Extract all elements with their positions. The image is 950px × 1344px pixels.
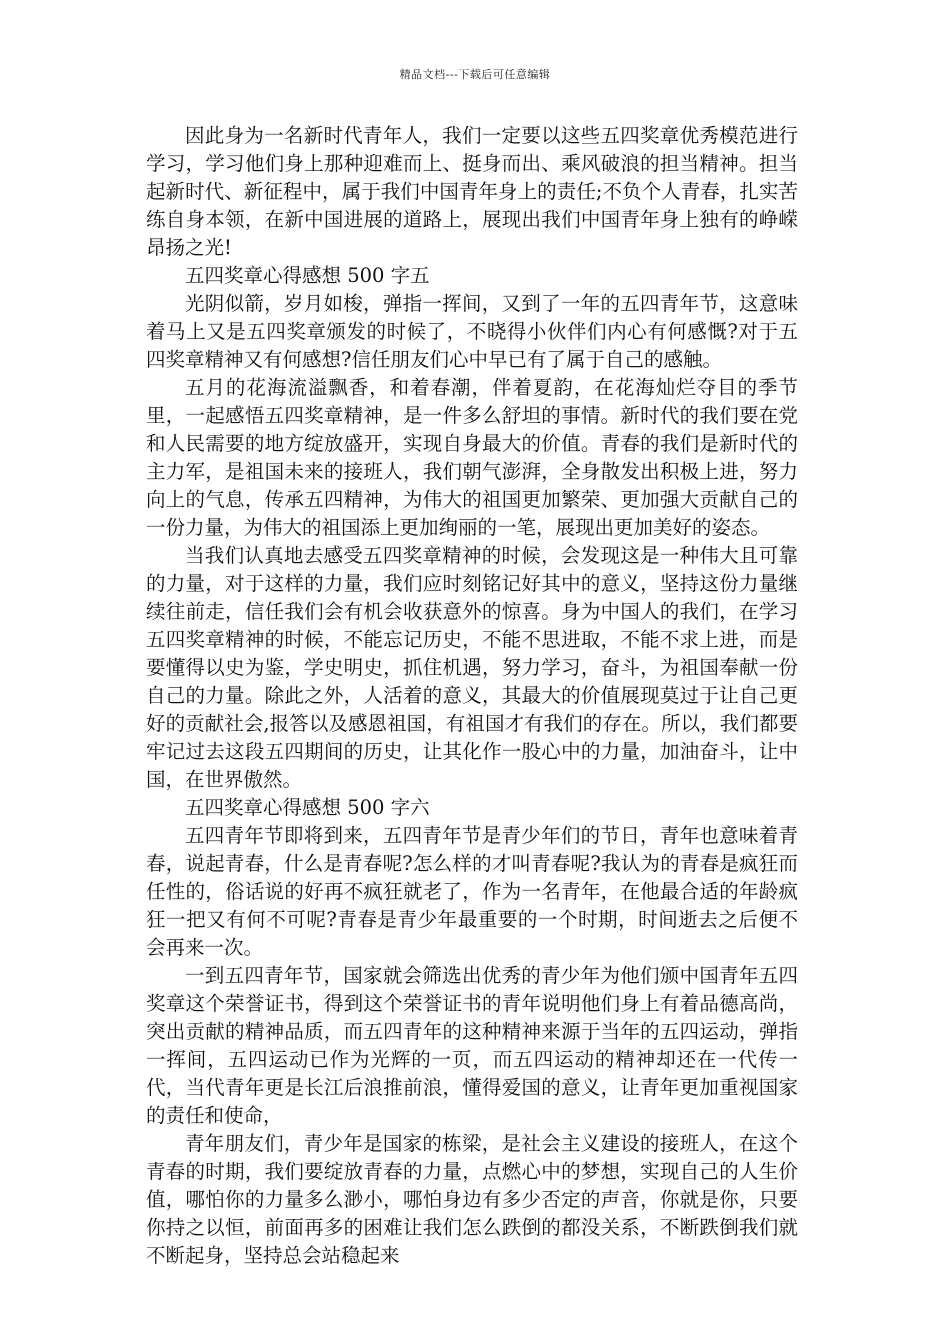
paragraph: 因此身为一名新时代青年人，我们一定要以这些五四奖章优秀模范进行学习，学习他们身上那种迎难而上、挺身而出、乘风破浪的担当精神。担当起新时代、新征程中，属于我们中国青年身上的责任;不负个人青春，扎实苦练自身本领，在新中国进展的道路上，展现出我们中国青年身上独有的峥嵘昂扬之光! <box>146 124 798 259</box>
paragraph: 青年朋友们，青少年是国家的栋梁，是社会主义建设的接班人，在这个青春的时期，我们要绽放青春的力量，点燃心中的梦想，实现自己的人生价值，哪怕你的力量多么渺小，哪怕身边有多少否定的声音，你就是你，只要你持之以恒，前面再多的困难让我们怎么跌倒的都没关系，不断跌倒我们就不断起身，坚持总会站稳起来 <box>146 1132 798 1267</box>
section-title: 五四奖章心得感想 500 字五 <box>185 264 430 287</box>
section-title: 五四奖章心得感想 500 字六 <box>185 796 430 819</box>
paragraph: 五四青年节即将到来，五四青年节是青少年们的节日，青年也意味着青春，说起青春，什么是青春呢?怎么样的才叫青春呢?我认为的青春是疯狂而任性的，俗话说的好再不疯狂就老了，作为一名青年，在他最合适的年龄疯狂一把又有何不可呢?青春是青少年最重要的一个时期，时间逝去之后便不会再来一次。 <box>146 824 798 959</box>
document-body <box>146 122 798 1270</box>
paragraph: 一到五四青年节，国家就会筛选出优秀的青少年为他们颁中国青年五四奖章这个荣誉证书，得到这个荣誉证书的青年说明他们身上有着品德高尚，突出贡献的精神品质，而五四青年的这种精神来源于当年的五四运动，弹指一挥间，五四运动已作为光辉的一页，而五四运动的精神却还在一代传一代，当代青年更是长江后浪推前浪，懂得爱国的意义，让青年更加重视国家的责任和使命， <box>146 964 798 1127</box>
page-header: 精品文档---下载后可任意编辑 <box>399 68 551 81</box>
paragraph: 当我们认真地去感受五四奖章精神的时候，会发现这是一种伟大且可靠的力量，对于这样的力量，我们应时刻铭记好其中的意义，坚持这份力量继续往前走，信任我们会有机会收获意外的惊喜。身为中国人的我们，在学习五四奖章精神的时候，不能忘记历史，不能不思进取，不能不求上进，而是要懂得以史为鉴，学史明史，抓住机遇，努力学习，奋斗，为祖国奉献一份自己的力量。除此之外，人活着的意义，其最大的价值展现莫过于让自己更好的贡献社会,报答以及感恩祖国，有祖国才有我们的存在。所以，我们都要牢记过去这段五四期间的历史，让其化作一股心中的力量，加油奋斗，让中国，在世界傲然。 <box>146 544 798 791</box>
paragraph: 五月的花海流溢飘香，和着春潮，伴着夏韵，在花海灿烂夺目的季节里，一起感悟五四奖章精神，是一件多么舒坦的事情。新时代的我们要在党和人民需要的地方绽放盛开，实现自身最大的价值。青春的我们是新时代的主力军，是祖国未来的接班人，我们朝气澎湃，全身散发出积极上进，努力向上的气息，传承五四精神，为伟大的祖国更加繁荣、更加强大贡献自己的一份力量，为伟大的祖国添上更加绚丽的一笔，展现出更加美好的姿态。 <box>146 376 798 539</box>
paragraph: 光阴似箭，岁月如梭，弹指一挥间，又到了一年的五四青年节，这意味着马上又是五四奖章颁发的时候了，不晓得小伙伴们内心有何感慨?对于五四奖章精神又有何感想?信任朋友们心中早已有了属于自己的感触。 <box>146 292 798 371</box>
